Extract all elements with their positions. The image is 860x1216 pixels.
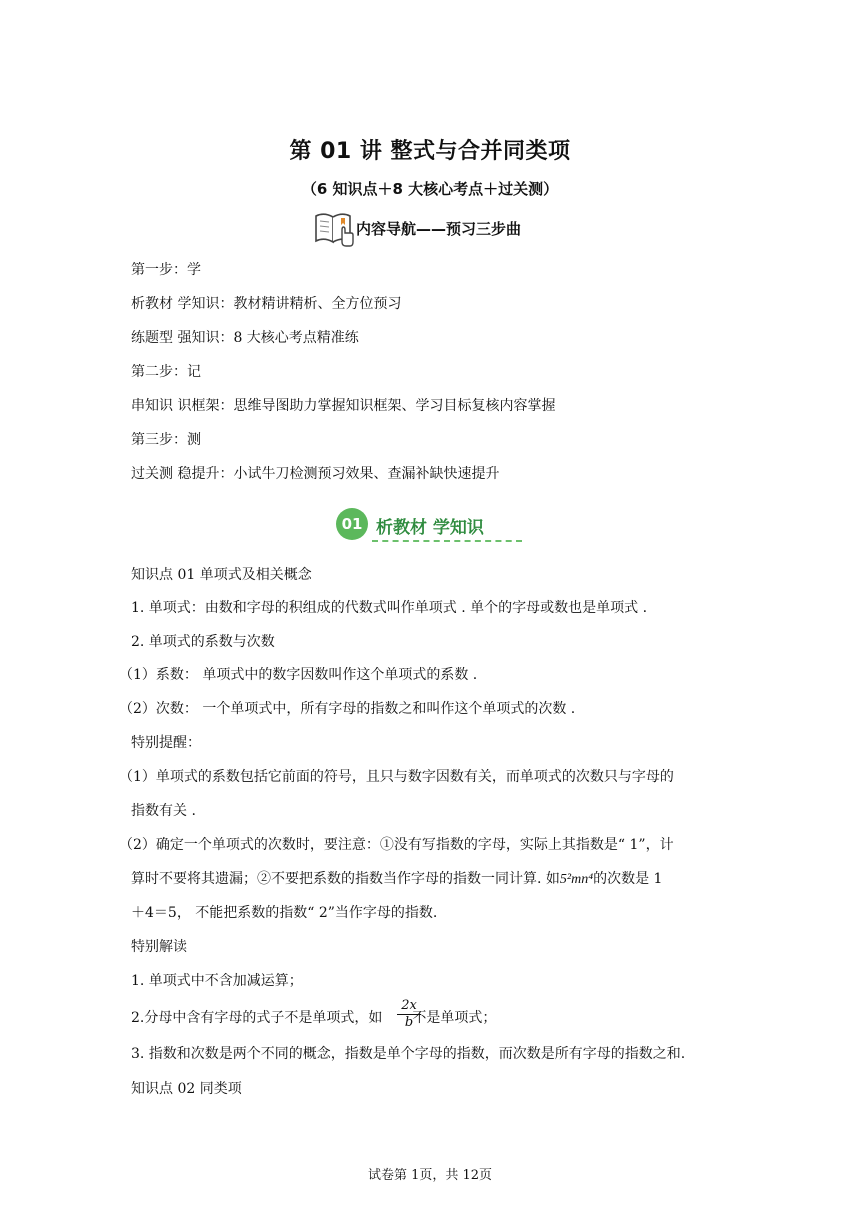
page-title: 第 01 讲 整式与合并同类项 (289, 139, 571, 164)
content-navigation (312, 208, 521, 248)
paragraph: （2）次数： 一个单项式中，所有字母的指数之和叫作这个单项式的次数 . (119, 701, 576, 717)
text: 算时不要将其遗漏；②不要把系数的指数当作字母的指数一同计算. 如 (131, 871, 560, 887)
page-subtitle: （6 知识点＋8 大核心考点＋过关测） (301, 180, 559, 198)
page-footer: 试卷第 1页，共 12页 (367, 1168, 493, 1183)
paragraph: 2. 单项式的系数与次数 (131, 634, 275, 650)
book-pointer-icon (312, 208, 356, 248)
step-line: 第一步：学 (131, 262, 201, 278)
nav-label: 内容导航——预习三步曲 (356, 219, 522, 238)
step-line: 第二步：记 (131, 364, 201, 380)
paragraph: 1. 单项式：由数和字母的积组成的代数式叫作单项式 . 单个的字母或数也是单项式 . (131, 600, 648, 616)
fraction (397, 998, 421, 1031)
step-line: 析教材 学知识：教材精讲精析、全方位预习 (131, 296, 402, 312)
section-number-badge: 01 (336, 508, 368, 540)
step-line: 练题型 强知识：8 大核心考点精准练 (131, 330, 359, 346)
fraction-denominator: b (404, 1015, 414, 1030)
reading-title: 特别解读 (131, 939, 187, 955)
math-expression: 5²mn⁴ (559, 872, 594, 887)
paragraph: （1）系数： 单项式中的数字因数叫作这个单项式的系数 . (119, 667, 478, 683)
paragraph: 1. 单项式中不含加减运算； (131, 973, 303, 989)
step-line: 过关测 稳提升：小试牛刀检测预习效果、查漏补缺快速提升 (131, 466, 500, 482)
text: 不是单项式； (412, 1010, 497, 1026)
section-banner-text: 析教材 学知识 (376, 518, 484, 538)
paragraph-with-fraction (131, 1007, 496, 1027)
step-line: 第三步：测 (131, 432, 201, 448)
knowledge-point-title: 知识点 01 单项式及相关概念 (131, 567, 312, 583)
paragraph: 3. 指数和次数是两个不同的概念，指数是单个字母的指数，而次数是所有字母的指数之和. (131, 1046, 686, 1062)
text: 的次数是 1 (593, 871, 663, 887)
paragraph-with-expression (131, 868, 662, 888)
paragraph: 指数有关 . (131, 803, 196, 819)
step-line: 串知识 识框架：思维导图助力掌握知识框架、学习目标复核内容掌握 (131, 398, 556, 414)
tip-title: 特别提醒： (131, 735, 201, 751)
knowledge-point-title: 知识点 02 同类项 (131, 1081, 242, 1097)
fraction-numerator: 2x (397, 998, 421, 1015)
paragraph: （2）确定一个单项式的次数时，要注意：①没有写指数的字母，实际上其指数是“ 1”，计 (119, 837, 674, 853)
paragraph: ＋4＝5， 不能把系数的指数“ 2”当作字母的指数. (131, 905, 438, 921)
text: 2.分母中含有字母的式子不是单项式，如 (131, 1010, 383, 1026)
paragraph: （1）单项式的系数包括它前面的符号，且只与数字因数有关，而单项式的次数只与字母的 (119, 769, 674, 785)
banner-underline (372, 540, 522, 542)
section-banner (336, 504, 526, 544)
